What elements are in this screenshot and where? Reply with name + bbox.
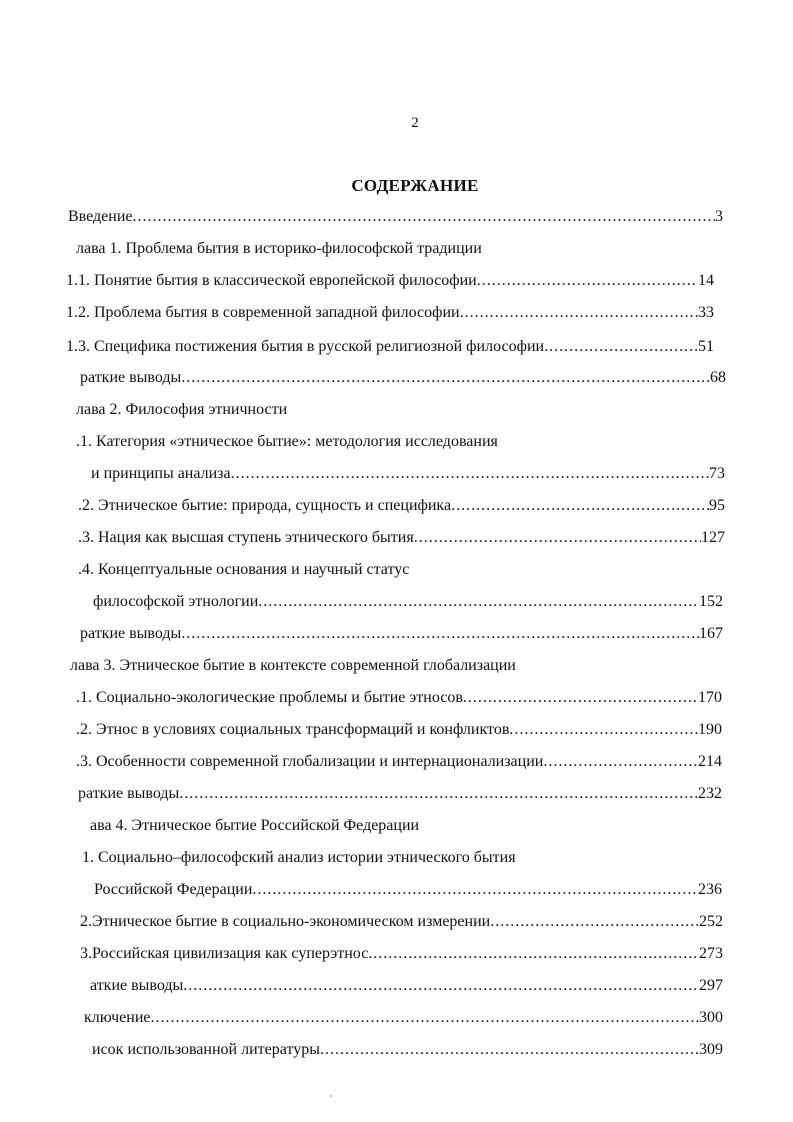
dot-leader <box>181 624 699 644</box>
toc-entry-text: лава 3. Этническое бытие в контексте современной глобализации <box>70 657 516 674</box>
toc-entry-text: 1.3. Специфика постижения бытия в русской религиозной философии <box>66 338 545 355</box>
toc-entry-page: 167 <box>699 625 723 642</box>
dot-leader <box>231 464 709 484</box>
toc-entry-text: ава 4. Этническое бытие Российской Федерации <box>90 817 420 834</box>
dot-leader <box>490 912 699 932</box>
dot-leader <box>451 496 709 516</box>
toc-entry-text: .3. Нация как высшая ступень этнического бытия <box>78 529 414 546</box>
toc-entry <box>80 368 726 388</box>
toc-entry-text: .2. Этнос в условиях социальных трансформаций и конфликтов <box>76 721 510 738</box>
toc-entry <box>94 880 722 900</box>
dot-leader <box>320 1040 699 1060</box>
toc-entry <box>76 688 722 708</box>
toc-entry-page: 309 <box>699 1041 723 1058</box>
dot-leader <box>133 207 716 227</box>
toc-entry-page: 127 <box>701 529 725 546</box>
toc-entry-text: исок использованной литературы <box>92 1041 320 1058</box>
toc-entry-text: 1.2. Проблема бытия в современной западной философии <box>66 304 460 321</box>
toc-entry-text: аткие выводы <box>90 977 184 994</box>
toc-entry-text: .1. Социально-экологические проблемы и бытие этносов <box>76 689 463 706</box>
toc-entry-text: Российской Федерации <box>94 881 253 898</box>
toc-entry-text: 3.Российская цивилизация как суперэтнос <box>80 945 369 962</box>
toc-entry <box>78 560 409 580</box>
toc-entry-text: .4. Концептуальные основания и научный статус <box>78 561 410 578</box>
toc-entry <box>82 848 516 868</box>
toc-entry-text: .3. Особенности современной глобализации и интернационализации <box>76 753 544 770</box>
toc-entry-text: раткие выводы <box>78 785 180 802</box>
toc-entry-page: 236 <box>698 881 722 898</box>
toc-entry <box>68 207 723 227</box>
toc-entry-page: 300 <box>699 1009 723 1026</box>
toc-entry <box>66 271 714 291</box>
toc-title: СОДЕРЖАНИЕ <box>351 176 479 195</box>
toc-entry <box>76 720 722 740</box>
toc-entry-text: .1. Категория «этническое бытие»: методология исследования <box>76 433 498 450</box>
toc-entry <box>90 976 723 996</box>
toc-entry-page: 273 <box>699 945 723 962</box>
toc-entry-page: 214 <box>698 753 722 770</box>
toc-entry-text: 2.Этническое бытие в социально-экономическом измерении <box>80 913 491 930</box>
toc-entry-text: лава 1. Проблема бытия в историко-философской традиции <box>76 240 482 257</box>
toc-chapter-heading <box>76 239 482 259</box>
toc-entry-page: 190 <box>698 721 722 738</box>
toc-entry-text: 1.1. Понятие бытия в классической европейской философии <box>66 272 477 289</box>
toc-entry-page: 3 <box>715 208 723 225</box>
toc-entry <box>78 784 722 804</box>
toc-entry-text: и принципы анализа <box>91 465 231 482</box>
toc-chapter-heading <box>70 656 516 676</box>
toc-entry <box>80 912 723 932</box>
toc-entry <box>80 624 723 644</box>
toc-entry-page: 252 <box>699 913 723 930</box>
toc-entry <box>92 1040 723 1060</box>
toc-entry-text: лава 2. Философия этничности <box>76 401 288 418</box>
dot-leader <box>477 271 698 291</box>
toc-entry-page: 232 <box>698 785 722 802</box>
dot-leader <box>258 592 699 612</box>
toc-entry-page: 95 <box>709 497 725 514</box>
dot-leader <box>543 752 698 772</box>
toc-entry <box>84 1008 723 1028</box>
dot-leader <box>460 303 698 323</box>
toc-chapter-heading <box>90 816 419 836</box>
dot-leader <box>150 1008 699 1028</box>
toc-entry <box>91 464 725 484</box>
dot-leader <box>181 368 710 388</box>
toc-entry-text: .2. Этническое бытие: природа, сущность и специфика <box>78 497 452 514</box>
toc-entry-text: Введение <box>68 208 133 225</box>
toc-entry <box>78 496 725 516</box>
toc-entry-page: 14 <box>698 272 714 289</box>
dot-leader <box>544 337 698 357</box>
toc-entry-text: раткие выводы <box>80 369 182 386</box>
toc-entry <box>80 944 723 964</box>
toc-entry-page: 68 <box>710 369 726 386</box>
toc-entry-page: 33 <box>698 304 714 321</box>
dot-leader <box>179 784 698 804</box>
toc-entry-text: философской этнологии <box>93 593 259 610</box>
toc-entry <box>93 592 723 612</box>
toc-entry <box>66 303 714 323</box>
page-number: 2 <box>411 115 419 131</box>
dot-leader <box>183 976 699 996</box>
toc-entry <box>76 432 498 452</box>
toc-entry <box>76 752 722 772</box>
toc-entry-page: 297 <box>699 977 723 994</box>
toc-entry-text: 1. Социально–философский анализ истории этнического бытия <box>82 849 516 866</box>
toc-entry-page: 51 <box>698 338 714 355</box>
toc-entry-page: 170 <box>698 689 722 706</box>
toc-entry <box>66 337 714 357</box>
toc-entry <box>78 528 725 548</box>
toc-chapter-heading <box>76 400 287 420</box>
toc-entry-text: ключение <box>84 1009 151 1026</box>
dot-leader <box>368 944 699 964</box>
scan-speck <box>330 1095 332 1097</box>
dot-leader <box>509 720 698 740</box>
dot-leader <box>463 688 698 708</box>
dot-leader <box>414 528 701 548</box>
dot-leader <box>252 880 698 900</box>
toc-entry-text: раткие выводы <box>80 625 182 642</box>
toc-entry-page: 152 <box>699 593 723 610</box>
toc-entry-page: 73 <box>709 465 725 482</box>
